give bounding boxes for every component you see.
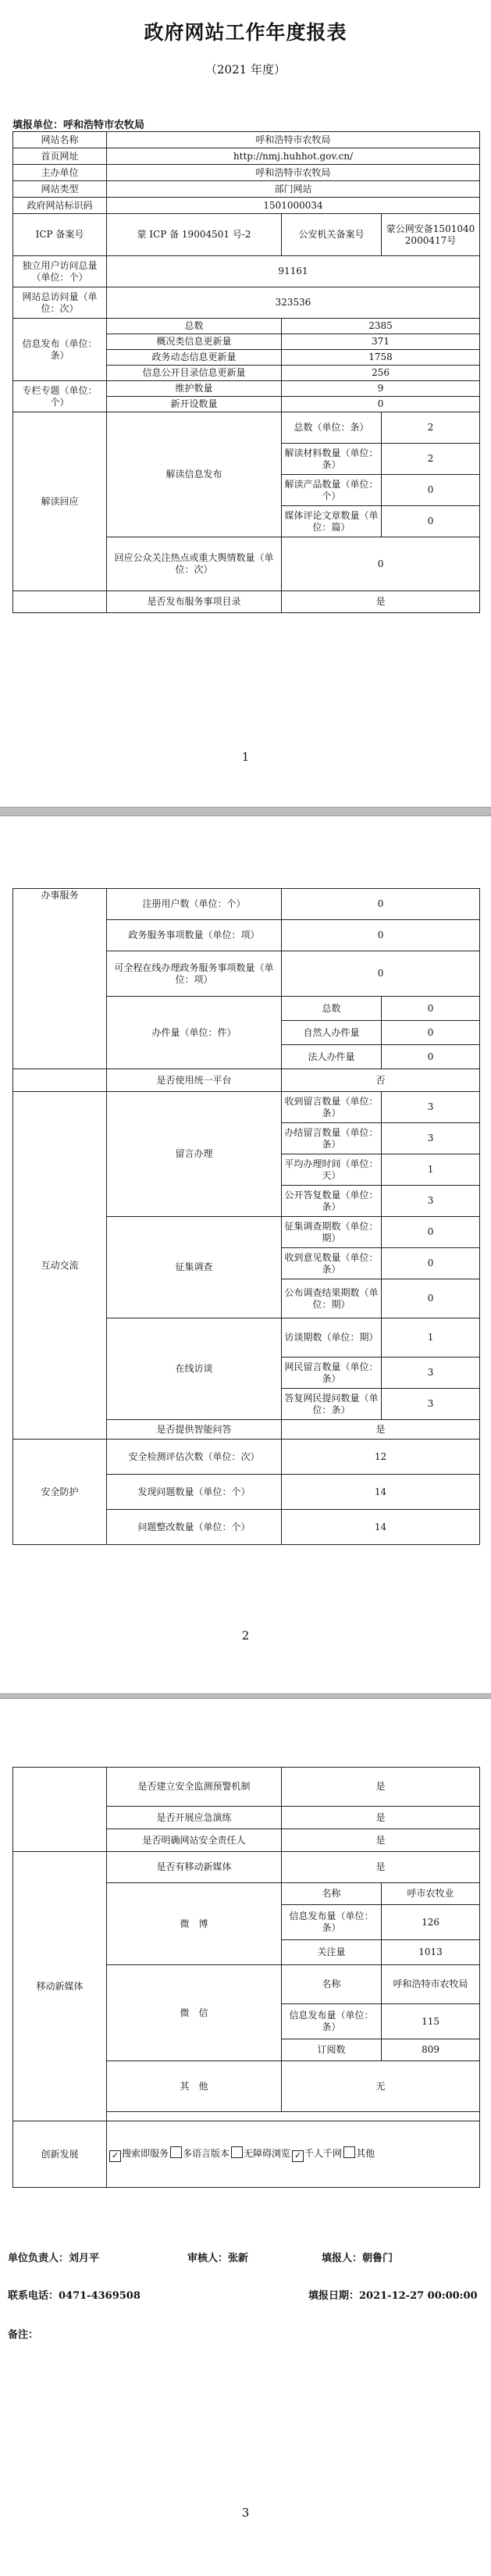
info-total-value: 2385	[282, 319, 480, 334]
survey-opinions-label: 收到意见数量（单位：条）	[282, 1248, 382, 1279]
online-count-label: 访谈期数（单位：期）	[282, 1318, 382, 1358]
report-title: 政府网站工作年度报表	[144, 21, 347, 44]
interp-product-label: 解读产品数量（单位：个）	[282, 475, 382, 506]
checkbox-icon[interactable]	[343, 2146, 355, 2158]
info-open-value: 256	[282, 366, 480, 381]
pv-value: 323536	[107, 287, 480, 319]
weibo-name-value: 呼市农牧业	[382, 1883, 480, 1905]
topic-label: 专栏专题（单位：个）	[13, 381, 107, 412]
site-name-value: 呼和浩特市农牧局	[107, 132, 480, 148]
page-number-1: 1	[241, 750, 250, 764]
icp-label: ICP 备案号	[13, 214, 107, 256]
survey-results-value: 0	[382, 1279, 480, 1318]
reg-users-label: 注册用户数（单位：个）	[107, 889, 282, 920]
service-pub-label-blank	[13, 591, 107, 613]
psb-value: 蒙公网安备15010402000417号	[382, 214, 480, 256]
innov-option-label: 搜索即服务	[122, 2148, 169, 2159]
security-label: 安全防护	[13, 1440, 107, 1545]
survey-opinions-value: 0	[382, 1248, 480, 1279]
report-table-page2	[12, 888, 480, 1545]
msg-recv-value: 3	[382, 1092, 480, 1123]
innov-option[interactable]	[109, 2148, 169, 2162]
interp-product-value: 0	[382, 475, 480, 506]
wechat-name-value: 呼和浩特市农牧局	[382, 1965, 480, 2004]
report-table-page3	[12, 1767, 480, 2188]
weibo-label: 微 博	[107, 1883, 282, 1965]
innov-option-label: 多语言版本	[183, 2148, 230, 2159]
info-dynamic-value: 1758	[282, 350, 480, 366]
interp-media-value: 0	[382, 506, 480, 537]
interp-total-value: 2	[382, 412, 480, 444]
info-label: 信息发布（单位：条）	[13, 319, 107, 381]
innov-option-label: 千人千网	[304, 2148, 343, 2159]
info-overview-value: 371	[282, 334, 480, 350]
interp-response-label: 回应公众关注热点或重大舆情数量（单位：次）	[107, 537, 282, 591]
p3-top-left-blank	[13, 1768, 107, 1852]
sponsor-label: 主办单位	[13, 165, 107, 181]
msg-recv-label: 收到留言数量（单位：条）	[282, 1092, 382, 1123]
wechat-subs-label: 订阅数	[282, 2039, 382, 2061]
online-interview-label: 在线访谈	[107, 1318, 282, 1420]
innov-option-label: 无障碍浏览	[244, 2148, 291, 2159]
unified-label: 是否使用统一平台	[107, 1069, 282, 1092]
handled-total-value: 0	[382, 997, 480, 1021]
handled-legal-label: 法人办件量	[282, 1045, 382, 1069]
online-items-label: 可全程在线办理政务服务事项数量（单位：项）	[107, 951, 282, 997]
footer-responsible-person: 单位负责人：刘月平	[8, 2253, 100, 2264]
weibo-posts-label: 信息发布量（单位：条）	[282, 1905, 382, 1940]
footer-remark: 备注：	[8, 2329, 39, 2341]
info-total-label: 总数	[107, 319, 282, 334]
innov-option[interactable]	[170, 2146, 229, 2160]
wechat-label: 微 信	[107, 1965, 282, 2061]
topic-new-value: 0	[282, 397, 480, 412]
msg-label: 留言办理	[107, 1092, 282, 1217]
pv-label: 网站总访问量（单位：次）	[13, 287, 107, 319]
survey-count-label: 征集调查期数（单位：期）	[282, 1217, 382, 1248]
uv-value: 91161	[107, 256, 480, 287]
msg-public-value: 3	[382, 1186, 480, 1217]
page-number-2: 2	[241, 1629, 250, 1643]
drill-label: 是否开展应急演练	[107, 1807, 282, 1829]
service-pub-label: 是否发布服务事项目录	[107, 591, 282, 613]
msg-public-label: 公开答复数量（单位：条）	[282, 1186, 382, 1217]
interact-label: 互动交流	[13, 1092, 107, 1440]
sec-fixed-value: 14	[282, 1510, 480, 1545]
drill-value: 是	[282, 1807, 480, 1829]
site-name-label: 网站名称	[13, 132, 107, 148]
wechat-subs-value: 809	[382, 2039, 480, 2061]
sec-tests-value: 12	[282, 1440, 480, 1475]
interp-label: 解读回应	[13, 412, 107, 591]
page-separator	[0, 1693, 491, 1699]
weibo-follow-value: 1013	[382, 1940, 480, 1965]
topic-new-label: 新开设数量	[107, 397, 282, 412]
warn-label: 是否建立安全监测预警机制	[107, 1768, 282, 1807]
checkbox-icon[interactable]	[231, 2146, 243, 2158]
innov-option[interactable]	[343, 2146, 375, 2160]
report-table-page1	[12, 131, 480, 613]
sec-found-label: 发现问题数量（单位：个）	[107, 1475, 282, 1510]
service-pub-value: 是	[282, 591, 480, 613]
online-msgs-label: 网民留言数量（单位：条）	[282, 1358, 382, 1389]
interp-material-label: 解读材料数量（单位：条）	[282, 444, 382, 475]
topic-maint-value: 9	[282, 381, 480, 397]
svc-items-value: 0	[282, 920, 480, 951]
sec-tests-label: 安全检测评估次数（单位：次）	[107, 1440, 282, 1475]
unified-label-blank	[13, 1069, 107, 1092]
footer-phone: 联系电话：0471-4369508	[8, 2290, 141, 2302]
office-label: 办事服务	[13, 889, 107, 1069]
interp-material-value: 2	[382, 444, 480, 475]
has-mobile-label: 是否有移动新媒体	[107, 1852, 282, 1883]
survey-count-value: 0	[382, 1217, 480, 1248]
weibo-follow-label: 关注量	[282, 1940, 382, 1965]
wechat-name-label: 名称	[282, 1965, 382, 2004]
page-separator	[0, 807, 491, 816]
survey-results-label: 公布调查结果期数（单位：期）	[282, 1279, 382, 1318]
interp-response-value: 0	[282, 537, 480, 591]
weibo-name-label: 名称	[282, 1883, 382, 1905]
unified-value: 否	[282, 1069, 480, 1092]
online-items-value: 0	[282, 951, 480, 997]
smart-qa-value: 是	[282, 1420, 480, 1440]
checkbox-icon[interactable]	[170, 2146, 182, 2158]
uv-label: 独立用户访问总量（单位：个）	[13, 256, 107, 287]
sec-found-value: 14	[282, 1475, 480, 1510]
weibo-posts-value: 126	[382, 1905, 480, 1940]
wechat-posts-value: 115	[382, 2004, 480, 2039]
mobile-label: 移动新媒体	[13, 1852, 107, 2121]
type-value: 部门网站	[107, 181, 480, 198]
handled-legal-value: 0	[382, 1045, 480, 1069]
innov-option-label: 其他	[356, 2148, 375, 2159]
homepage-value: http://nmj.huhhot.gov.cn/	[107, 148, 480, 165]
handled-total-label: 总数	[282, 997, 382, 1021]
resp-label: 是否明确网站安全责任人	[107, 1829, 282, 1852]
page-number-3: 3	[241, 2506, 250, 2520]
filler-unit: 填报单位：呼和浩特市农牧局	[12, 120, 145, 131]
sponsor-value: 呼和浩特市农牧局	[107, 165, 480, 181]
other-value: 无	[282, 2061, 480, 2112]
smart-qa-label: 是否提供智能问答	[107, 1420, 282, 1440]
innov-options	[107, 2121, 480, 2188]
handled-natural-value: 0	[382, 1021, 480, 1045]
online-count-value: 1	[382, 1318, 480, 1358]
reg-users-value: 0	[282, 889, 480, 920]
icp-value: 蒙 ICP 备 19004501 号-2	[107, 214, 282, 256]
info-dynamic-label: 政务动态信息更新量	[107, 350, 282, 366]
msg-days-label: 平均办理时间（单位：天）	[282, 1154, 382, 1186]
online-answers-label: 答复网民提问数量（单位：条）	[282, 1389, 382, 1420]
code-label: 政府网站标识码	[13, 198, 107, 214]
sec-fixed-label: 问题整改数量（单位：个）	[107, 1510, 282, 1545]
innov-label: 创新发展	[13, 2121, 107, 2188]
mobile-blank-row	[107, 2112, 480, 2121]
warn-value: 是	[282, 1768, 480, 1807]
msg-done-label: 办结留言数量（单位：条）	[282, 1123, 382, 1154]
svc-items-label: 政务服务事项数量（单位：项）	[107, 920, 282, 951]
checkbox-icon[interactable]: ✓	[292, 2150, 304, 2162]
footer-date: 填报日期：2021-12-27 00:00:00	[308, 2290, 478, 2302]
msg-days-value: 1	[382, 1154, 480, 1186]
resp-value: 是	[282, 1829, 480, 1852]
innov-option[interactable]	[292, 2148, 342, 2162]
topic-maint-label: 维护数量	[107, 381, 282, 397]
handled-label: 办件量（单位：件）	[107, 997, 282, 1069]
msg-done-value: 3	[382, 1123, 480, 1154]
online-answers-value: 3	[382, 1389, 480, 1420]
info-overview-label: 概况类信息更新量	[107, 334, 282, 350]
footer-filler: 填报人：朝鲁门	[322, 2253, 393, 2264]
interp-pub-label: 解读信息发布	[107, 412, 282, 537]
survey-label: 征集调查	[107, 1217, 282, 1318]
handled-natural-label: 自然人办件量	[282, 1021, 382, 1045]
innov-option[interactable]	[231, 2146, 290, 2160]
info-open-label: 信息公开目录信息更新量	[107, 366, 282, 381]
checkbox-icon[interactable]: ✓	[109, 2150, 121, 2162]
footer-reviewer: 审核人：张新	[187, 2253, 249, 2264]
online-msgs-value: 3	[382, 1358, 480, 1389]
report-year: （2021 年度）	[205, 62, 286, 77]
homepage-label: 首页网址	[13, 148, 107, 165]
type-label: 网站类型	[13, 181, 107, 198]
psb-label: 公安机关备案号	[282, 214, 382, 256]
code-value: 1501000034	[107, 198, 480, 214]
interp-media-label: 媒体评论文章数量（单位：篇）	[282, 506, 382, 537]
wechat-posts-label: 信息发布量（单位：条）	[282, 2004, 382, 2039]
interp-total-label: 总数（单位：条）	[282, 412, 382, 444]
other-label: 其 他	[107, 2061, 282, 2112]
has-mobile-value: 是	[282, 1852, 480, 1883]
